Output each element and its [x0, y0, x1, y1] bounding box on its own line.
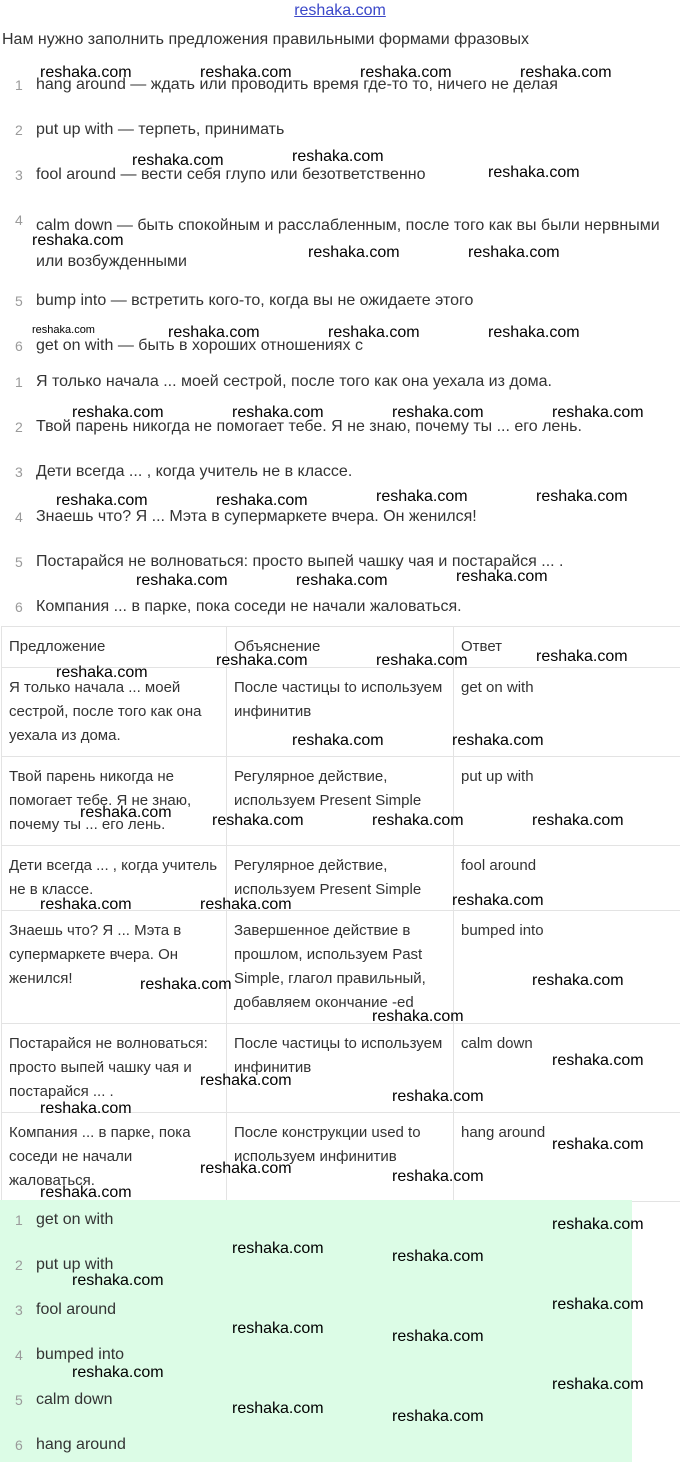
watermark: reshaka.com — [372, 1008, 464, 1025]
watermark: reshaka.com — [392, 1328, 484, 1345]
answer-cell: fool around — [454, 846, 680, 911]
explanation-cell: Регулярное действие, используем Present Simple — [227, 846, 454, 911]
watermark: reshaka.com — [376, 488, 468, 505]
watermark: reshaka.com — [232, 1320, 324, 1337]
answer-cell: hang around — [454, 1113, 680, 1202]
watermark: reshaka.com — [216, 652, 308, 669]
watermark: reshaka.com — [32, 232, 124, 249]
explanation-cell: После частицы to используем инфинитив — [227, 668, 454, 757]
list-item: 1 get on with — [15, 1211, 114, 1228]
sentence-cell: Дети всегда ... , когда учитель не в классе. — [2, 846, 227, 911]
watermark: reshaka.com — [72, 1272, 164, 1289]
watermark: reshaka.com — [296, 572, 388, 589]
list-item: 3 Дети всегда ... , когда учитель не в классе. — [15, 463, 353, 480]
watermark: reshaka.com — [72, 1364, 164, 1381]
explanation-cell: После частицы to используем инфинитив — [227, 1024, 454, 1113]
sentence-cell: Постарайся не волноваться: просто выпей чашку чая и постарайся ... . — [2, 1024, 227, 1113]
watermark: reshaka.com — [392, 404, 484, 421]
watermark: reshaka.com — [552, 1136, 644, 1153]
list-item: 1 hang around — ждать или проводить время где-то то, ничего не делая — [15, 76, 558, 93]
watermark: reshaka.com — [292, 148, 384, 165]
watermark: reshaka.com — [32, 324, 95, 336]
list-item: 2 put up with — терпеть, принимать — [15, 121, 285, 138]
watermark: reshaka.com — [488, 324, 580, 341]
header-cell: Предложение — [2, 627, 227, 668]
watermark: reshaka.com — [552, 1376, 644, 1393]
watermark: reshaka.com — [200, 1160, 292, 1177]
watermark: reshaka.com — [40, 1100, 132, 1117]
watermark: reshaka.com — [308, 244, 400, 261]
list-item: 6 Компания ... в парке, пока соседи не начали жаловаться. — [15, 598, 462, 615]
watermark: reshaka.com — [552, 404, 644, 421]
explanation-cell: Регулярное действие, используем Present Simple — [227, 757, 454, 846]
sentence-cell: Знаешь что? Я ... Мэта в супермаркете вчера. Он женился! — [2, 911, 227, 1024]
list-item: 4 calm down — быть спокойным и расслабленным, после того как вы были нервными или возбужденными — [15, 212, 660, 270]
watermark: reshaka.com — [532, 812, 624, 829]
watermark: reshaka.com — [232, 1240, 324, 1257]
intro-text: Нам нужно заполнить предложения правильными формами фразовых — [2, 31, 529, 48]
list-item: 6 get on with — быть в хороших отношениях с — [15, 337, 363, 354]
watermark: reshaka.com — [392, 1168, 484, 1185]
watermark: reshaka.com — [72, 404, 164, 421]
watermark: reshaka.com — [140, 976, 232, 993]
header-cell: Объяснение — [227, 627, 454, 668]
watermark: reshaka.com — [232, 404, 324, 421]
watermark: reshaka.com — [372, 812, 464, 829]
table-row — [2, 757, 680, 846]
watermark: reshaka.com — [216, 492, 308, 509]
watermark: reshaka.com — [552, 1216, 644, 1233]
sentence-cell: Твой парень никогда не помогает тебе. Я не знаю, почему ты ... его лень. — [2, 757, 227, 846]
list-item: 1 Я только начала ... моей сестрой, после того как она уехала из дома. — [15, 373, 552, 390]
watermark: reshaka.com — [468, 244, 560, 261]
watermark: reshaka.com — [456, 568, 548, 585]
list-item: 4 bumped into — [15, 1346, 125, 1363]
watermark: reshaka.com — [200, 64, 292, 81]
list-item: 5 bump into — встретить кого-то, когда вы не ожидаете этого — [15, 292, 474, 309]
list-item: 6 hang around — [15, 1436, 126, 1453]
sentence-cell: Я только начала ... моей сестрой, после того как она уехала из дома. — [2, 668, 227, 757]
list-item: 4 Знаешь что? Я ... Мэта в супермаркете вчера. Он женился! — [15, 508, 477, 525]
list-item: 2 put up with — [15, 1256, 114, 1273]
watermark: reshaka.com — [392, 1248, 484, 1265]
watermark: reshaka.com — [136, 572, 228, 589]
watermark: reshaka.com — [328, 324, 420, 341]
list-item: 3 fool around — [15, 1301, 117, 1318]
answer-cell: get on with — [454, 668, 680, 757]
watermark: reshaka.com — [168, 324, 260, 341]
list-item: 5 calm down — [15, 1391, 113, 1408]
watermark: reshaka.com — [360, 64, 452, 81]
watermark: reshaka.com — [40, 64, 132, 81]
answer-cell: bumped into — [454, 911, 680, 1024]
watermark: reshaka.com — [552, 1296, 644, 1313]
watermark: reshaka.com — [56, 664, 148, 681]
watermark: reshaka.com — [452, 732, 544, 749]
watermark: reshaka.com — [392, 1408, 484, 1425]
watermark: reshaka.com — [200, 896, 292, 913]
watermark: reshaka.com — [40, 1184, 132, 1201]
watermark: reshaka.com — [232, 1400, 324, 1417]
watermark: reshaka.com — [212, 812, 304, 829]
watermark: reshaka.com — [132, 152, 224, 169]
table-row — [2, 911, 680, 1024]
answers-list — [0, 1208, 680, 1462]
watermark: reshaka.com — [532, 972, 624, 989]
list-item: 5 Постарайся не волноваться: просто выпей чашку чая и постарайся ... . — [15, 553, 564, 570]
watermark: reshaka.com — [40, 896, 132, 913]
watermark: reshaka.com — [536, 648, 628, 665]
site-link[interactable]: reshaka.com — [294, 2, 386, 19]
watermark: reshaka.com — [80, 804, 172, 821]
watermark: reshaka.com — [452, 892, 544, 909]
watermark: reshaka.com — [488, 164, 580, 181]
watermark: reshaka.com — [392, 1088, 484, 1105]
watermark: reshaka.com — [520, 64, 612, 81]
watermark: reshaka.com — [552, 1052, 644, 1069]
answer-cell: calm down — [454, 1024, 680, 1113]
watermark: reshaka.com — [536, 488, 628, 505]
header-cell: Ответ — [454, 627, 680, 668]
sentence-cell: Компания ... в парке, пока соседи не начали жаловаться. — [2, 1113, 227, 1202]
watermark: reshaka.com — [200, 1072, 292, 1089]
explanation-cell: После конструкции used to используем инфинитив — [227, 1113, 454, 1202]
answer-cell: put up with — [454, 757, 680, 846]
list-item: 3 fool around — вести себя глупо или безответственно — [15, 166, 426, 183]
watermark: reshaka.com — [56, 492, 148, 509]
watermark: reshaka.com — [376, 652, 468, 669]
explanation-cell: Завершенное действие в прошлом, используем Past Simple, глагол правильный, добавляем окончание -ed — [227, 911, 454, 1024]
watermark: reshaka.com — [292, 732, 384, 749]
list-item: 2 Твой парень никогда не помогает тебе. Я не знаю, почему ты ... его лень. — [15, 418, 582, 435]
